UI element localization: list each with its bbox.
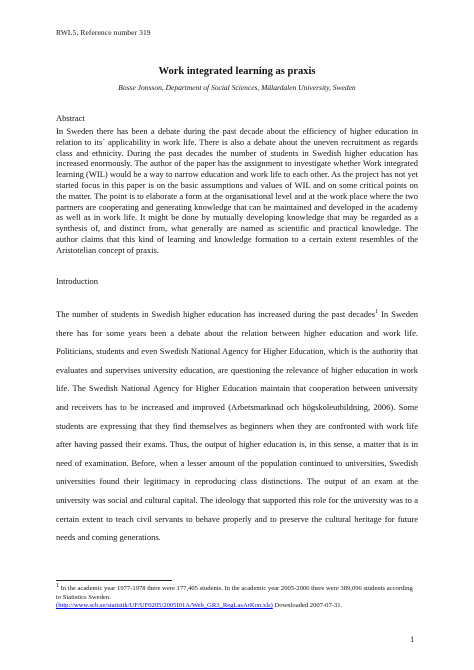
footnote-text: In the academic year 1977-1978 there were 177,405 students. In the academic year 2005-2006 there were 389,096 students according to Statistics Sweden. (56, 585, 413, 601)
footnote-link[interactable]: (http://www.scb.se/statistik/UF/UF0205/2005I01A/Web_GR3_RegLasArKon.xls) (56, 602, 273, 610)
introduction-text-part2: In Sweden there has for some years been a debate about the relation between higher education and work life. Politicians, students and even Swedish National Agency for Higher Education, which is the authority that evaluates and supervises university education, are questioning the relevance of higher education in work life. The Swedish National Agency for Higher Education maintain that cooperation between university and receivers has to be increased and improved (Arbetsmarknad och högskoleutbildning, 2006). Some students are expressing that they find themselves as beginners when they are confronted with work life after having passed their exams. Thus, the output of higher education is, in this sense, a matter that is in need of examination. Before, when a lesser amount of the population continued to universities, Swedish universities found their legitimacy in reproducing class distinctions. The output of an exam at the university was social and cultural capital. The ideology that supported this role for the university was to a certain extent to teach civil servants to behave properly and to preserve the cultural heritage for future needs and coming generations. (56, 309, 418, 543)
footnote (56, 582, 418, 611)
reference-header: RWL5, Reference number 319 (56, 28, 151, 37)
page-number: 1 (410, 634, 415, 644)
footnote-number: 1 (56, 582, 59, 589)
introduction-text (56, 305, 418, 547)
footnote-marker[interactable]: 1 (375, 309, 379, 316)
paper-title: Work integrated learning as praxis (158, 66, 316, 77)
author-affiliation: Bosse Jonsson, Department of Social Sciences, Mälardalen University, Sweden (118, 83, 356, 92)
abstract-text: In Sweden there has been a debate during the past decade about the efficiency of higher education in relation to its´ applicability in work life. There is also a debate about the uneven recruitment as regards class and ethnicity. During the past decades the number of students in Swedish higher education has increased enormously. The author of the paper has the assignment to investigate whether Work integrated learning (WIL) would be a way to narrow education and work life to each other. As the project has not yet started focus in this paper is on the basic assumptions and values of WIL and on some critical points on the matter. The point is to elaborate a form at the organisational level and at the work place where the two partners are cooperating and generating knowledge that can be maintained and developed in the academy as well as in work life. It might be done by mutually developing knowledge that may be regarded as a synthesis of, and distinct from, what generally are named as scientific and practical knowledge. The author claims that this kind of learning and knowledge formation to a certain extent resembles of the Aristotelian concept of praxis. (56, 126, 418, 255)
abstract-heading: Abstract (56, 113, 85, 123)
footnote-download-date: Downloaded 2007-07-31. (272, 602, 343, 610)
introduction-text-part1: The number of students in Swedish higher education has increased during the past decades (56, 309, 376, 319)
introduction-heading: Introduction (56, 276, 99, 286)
footnote-divider (56, 580, 172, 581)
